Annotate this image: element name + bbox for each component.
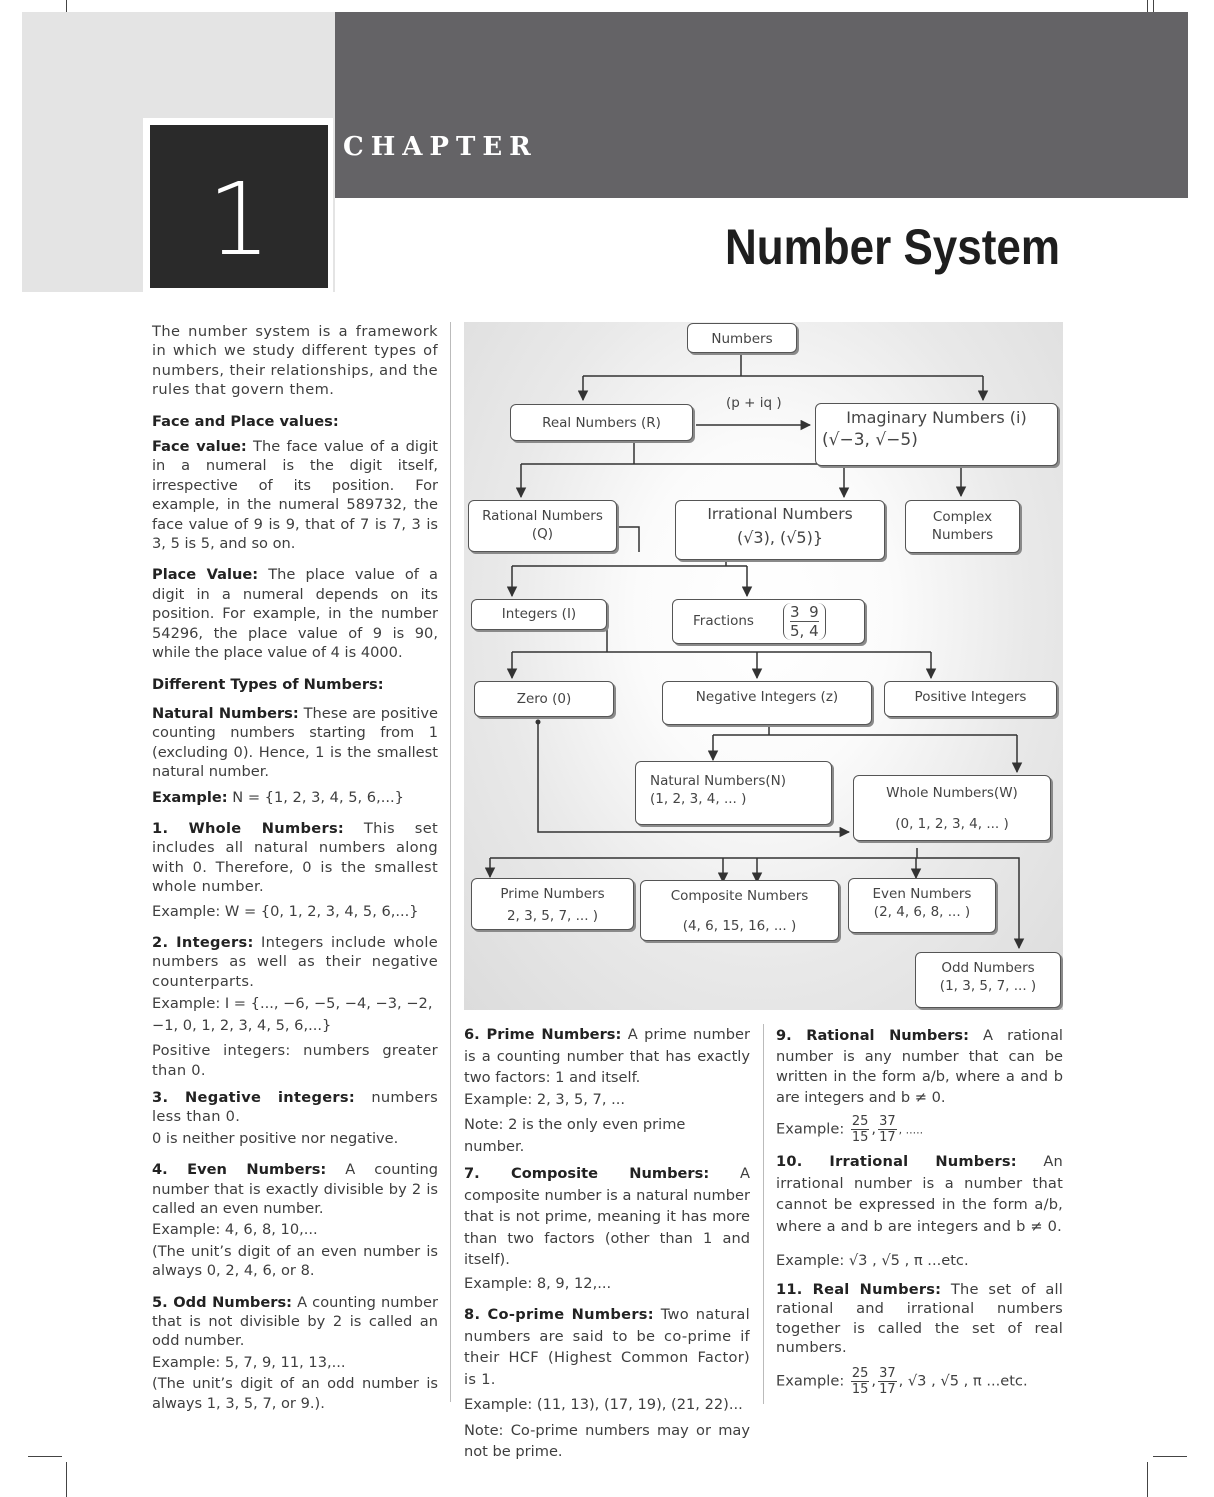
column-divider — [763, 1024, 764, 1404]
fraction-denominator: 17 — [879, 1130, 896, 1145]
face-value-term: Face value: — [152, 438, 247, 456]
node-composite-numbers — [640, 880, 839, 941]
natural-term: Natural Numbers: — [152, 704, 299, 722]
coprime-term: 8. Co-prime Numbers: — [464, 1306, 654, 1323]
face-value-text: The face value of a digit in a numeral is the digit itself, irrespective of its position. For example, in the numeral 589732, the face value of 9 is 9, that of 7 is 7, 3 is 3, 5 is 5, and so on. — [152, 438, 439, 553]
node-composite-label: Composite Numbers — [670, 888, 809, 904]
rational-paragraph — [776, 1026, 1063, 1108]
fraction-numerator: 37 — [879, 1114, 896, 1129]
crop-mark — [28, 1456, 62, 1457]
place-value-term: Place Value: — [152, 566, 259, 584]
intro-paragraph: The number system is a framework in which we study different types of numbers, their relationships, and the rules that govern them. — [152, 323, 438, 399]
node-rational-symbol: (Q) — [531, 526, 554, 542]
node-natural-label: Natural Numbers(N) — [650, 773, 786, 789]
natural-paragraph — [152, 704, 438, 782]
even-term: 4. Even Numbers: — [152, 1161, 327, 1179]
whole-text: This set includes all natural numbers along with 0. Therefore, 0 is the smallest whole number. — [152, 819, 439, 896]
negative-text: numbers less than 0. — [152, 1089, 438, 1126]
natural-example-term: Example: — [152, 788, 228, 806]
page-title: Number System — [724, 219, 1060, 275]
node-positive-integers — [884, 681, 1057, 717]
natural-example-value: N = {1, 2, 3, 4, 5, 6,...} — [227, 788, 404, 806]
node-prime-label: Prime Numbers — [500, 886, 605, 902]
face-value-paragraph — [152, 437, 438, 553]
header-dark-band — [335, 12, 1188, 198]
node-prime-numbers — [471, 878, 634, 930]
node-imaginary-numbers — [815, 403, 1058, 466]
composite-paragraph — [464, 1163, 750, 1271]
section-heading — [152, 412, 438, 431]
node-fractions-label: Fractions — [693, 613, 754, 629]
face-place-heading: Face and Place values: — [152, 412, 339, 430]
place-value-paragraph — [152, 565, 438, 662]
node-odd-example: (1, 3, 5, 7, ... ) — [939, 978, 1037, 994]
node-complex-label-2: Numbers — [931, 527, 994, 543]
whole-term: 1. Whole Numbers: — [152, 819, 345, 837]
fraction-numerator: 25 — [851, 1365, 869, 1381]
node-prime-example: 2, 3, 5, 7, ... ) — [506, 908, 599, 924]
irrational-term: 10. Irrational Numbers: — [776, 1153, 1017, 1170]
node-negative-label: Negative Integers (z) — [695, 689, 839, 705]
node-irrational-numbers — [675, 500, 885, 560]
even-note: (The unit’s digit of an even number is always 0, 2, 4, 6, or 8. — [152, 1242, 438, 1280]
natural-example — [152, 788, 438, 807]
prime-note: Note: 2 is the only even prime number. — [464, 1116, 686, 1155]
even-paragraph — [152, 1160, 438, 1218]
crop-mark — [1153, 1456, 1187, 1457]
positive-integers-note: Positive integers: numbers greater than 0. — [152, 1042, 438, 1079]
odd-note: (The unit’s digit of an odd number is always 1, 3, 5, 7, or 9.). — [152, 1375, 438, 1412]
coprime-example: Example: (11, 13), (17, 19), (21, 22)... — [464, 1396, 743, 1413]
negative-term: 3. Negative integers: — [152, 1089, 356, 1106]
odd-term: 5. Odd Numbers: — [152, 1293, 292, 1311]
node-rational-numbers — [468, 500, 617, 552]
crop-mark — [1147, 1462, 1148, 1497]
integers-example: Example: I = {..., −6, −5, −4, −3, −2, −1, 0, 1, 2, 3, 4, 5, 6,...} — [152, 995, 433, 1035]
chapter-number: 1 — [150, 125, 328, 288]
node-integers — [471, 599, 607, 630]
node-imaginary-label: Imaginary Numbers (i) — [846, 408, 1027, 427]
middle-column — [464, 1024, 750, 1472]
odd-paragraph — [152, 1293, 438, 1351]
node-even-example: (2, 4, 6, 8, ... ) — [873, 904, 971, 920]
node-even-numbers — [848, 878, 996, 933]
left-column — [152, 322, 438, 1422]
integers-term: 2. Integers: — [152, 933, 254, 951]
node-odd-label: Odd Numbers — [941, 960, 1035, 976]
node-zero — [474, 681, 614, 717]
zero-note: 0 is neither positive nor negative. — [152, 1129, 399, 1147]
odd-text: A counting number that is not divisible by 2 is called an odd number. — [152, 1293, 438, 1350]
node-real-label: Real Numbers (R) — [542, 415, 661, 431]
place-value-text: The place value of a digit in a numeral depends on its position. For example, in the number 54296, the place value of 9 is 90, while the place value of 4 is 4000. — [152, 566, 438, 662]
prime-text: A prime number is a counting number that has exactly two factors: 1 and itself. — [464, 1026, 751, 1086]
fraction — [878, 1114, 897, 1145]
coprime-text: Two natural numbers are said to be co-prime if their HCF (Highest Common Factor) is 1. — [464, 1306, 750, 1388]
node-irrational-label: Irrational Numbers — [707, 505, 853, 523]
fraction-numerator: 37 — [879, 1365, 896, 1381]
integers-paragraph — [152, 933, 438, 991]
node-complex-numbers — [905, 500, 1020, 553]
types-heading: Different Types of Numbers: — [152, 675, 384, 693]
rational-example-label: Example: — [776, 1120, 845, 1138]
fraction-denominator: 17 — [879, 1381, 896, 1397]
real-example-label: Example: — [776, 1372, 845, 1389]
composite-example: Example: 8, 9, 12,... — [464, 1274, 612, 1292]
whole-paragraph — [152, 819, 438, 897]
node-whole-numbers — [853, 775, 1051, 841]
node-zero-label: Zero (0) — [516, 691, 572, 707]
odd-example: Example: 5, 7, 9, 11, 13,... — [152, 1353, 346, 1371]
fraction — [851, 1366, 870, 1397]
fractions-example — [783, 603, 826, 640]
whole-example: Example: W = {0, 1, 2, 3, 4, 5, 6,...} — [152, 902, 419, 920]
even-example: Example: 4, 6, 8, 10,... — [152, 1221, 318, 1239]
node-imaginary-example: (√−3, √−5) — [822, 430, 918, 450]
irrational-example-label: Example: — [776, 1252, 845, 1269]
node-integers-label: Integers (I) — [501, 606, 577, 622]
node-numbers-label: Numbers — [711, 331, 773, 347]
real-term: 11. Real Numbers: — [776, 1280, 942, 1298]
fractions-example-num: 3 9 — [790, 603, 819, 621]
real-paragraph — [776, 1280, 1063, 1358]
irrational-text: An irrational number is a number that cannot be expressed in the form a/b, where a and b are integers and b ≠ 0. — [776, 1153, 1063, 1235]
rational-example: Example: $\frac{25}{15}$ , $\frac{37}{17}$ , ..... — [776, 1114, 924, 1145]
node-fractions — [672, 599, 865, 644]
node-real-numbers — [510, 404, 693, 441]
integers-text: Integers include whole numbers as well as their negative counterparts. — [152, 933, 439, 990]
node-composite-example: (4, 6, 15, 16, ... ) — [682, 918, 797, 934]
node-whole-label: Whole Numbers(W) — [886, 785, 1018, 801]
coprime-note: Note: Co-prime numbers may or may not be prime. — [464, 1421, 750, 1460]
rational-example-tail: , ..... — [898, 1123, 924, 1137]
node-numbers — [687, 323, 797, 353]
fraction — [878, 1366, 897, 1397]
right-column — [776, 1026, 1063, 1406]
node-positive-label: Positive Integers — [914, 689, 1027, 705]
column-divider — [450, 322, 451, 1402]
prime-paragraph — [464, 1024, 750, 1089]
p-iq-label: (p + iq ) — [726, 395, 782, 411]
number-system-diagram — [464, 322, 1063, 1010]
real-text: The set of all rational and irrational numbers together is called the set of real numbers. — [776, 1280, 1063, 1356]
crop-mark — [66, 1462, 67, 1497]
node-odd-numbers — [915, 952, 1061, 1008]
chapter-label: CHAPTER — [343, 132, 538, 162]
irrational-example-value: √3 , √5 , π ...etc. — [848, 1252, 969, 1269]
fraction — [851, 1114, 870, 1145]
real-example: Example: $\frac{25}{15}$ , $\frac{37}{17}$ , √3 , √5 , π ...etc. — [776, 1365, 1028, 1397]
node-whole-example: (0, 1, 2, 3, 4, ... ) — [895, 816, 1009, 832]
node-even-label: Even Numbers — [872, 886, 972, 902]
even-text: A counting number that is exactly divisible by 2 is called an even number. — [152, 1161, 438, 1218]
natural-text: These are positive counting numbers starting from 1 (excluding 0). Hence, 1 is the smallest natural number. — [152, 704, 438, 781]
node-natural-example: (1, 2, 3, 4, ... ) — [650, 791, 747, 807]
fraction-denominator: 15 — [851, 1381, 869, 1397]
node-complex-label-1: Complex — [932, 509, 993, 525]
prime-term: 6. Prime Numbers: — [464, 1026, 622, 1043]
composite-text: A composite number is a natural number that is not prime, meaning it has more than two factors (other than 1 and itself). — [464, 1165, 750, 1268]
node-negative-integers — [662, 681, 872, 725]
real-example-tail: , √3 , √5 , π ...etc. — [898, 1372, 1028, 1389]
negative-paragraph — [152, 1088, 438, 1127]
section-heading — [152, 675, 438, 694]
node-natural-numbers — [635, 761, 832, 825]
coprime-paragraph — [464, 1304, 750, 1390]
fraction-denominator: 15 — [851, 1130, 869, 1145]
composite-term: 7. Composite Numbers: — [464, 1165, 710, 1182]
node-irrational-example: (√3), (√5)} — [736, 528, 824, 547]
prime-example: Example: 2, 3, 5, 7, ... — [464, 1090, 626, 1108]
rational-term: 9. Rational Numbers: — [776, 1027, 969, 1044]
rational-text: A rational number is any number that can be written in the form a/b, where a and b are integers and b ≠ 0. — [776, 1027, 1063, 1106]
fraction-numerator: 25 — [851, 1114, 869, 1129]
node-rational-label: Rational Numbers — [482, 508, 603, 524]
irrational-example — [776, 1251, 1063, 1272]
fractions-example-den: 5, 4 — [790, 622, 819, 640]
irrational-paragraph — [776, 1151, 1063, 1237]
